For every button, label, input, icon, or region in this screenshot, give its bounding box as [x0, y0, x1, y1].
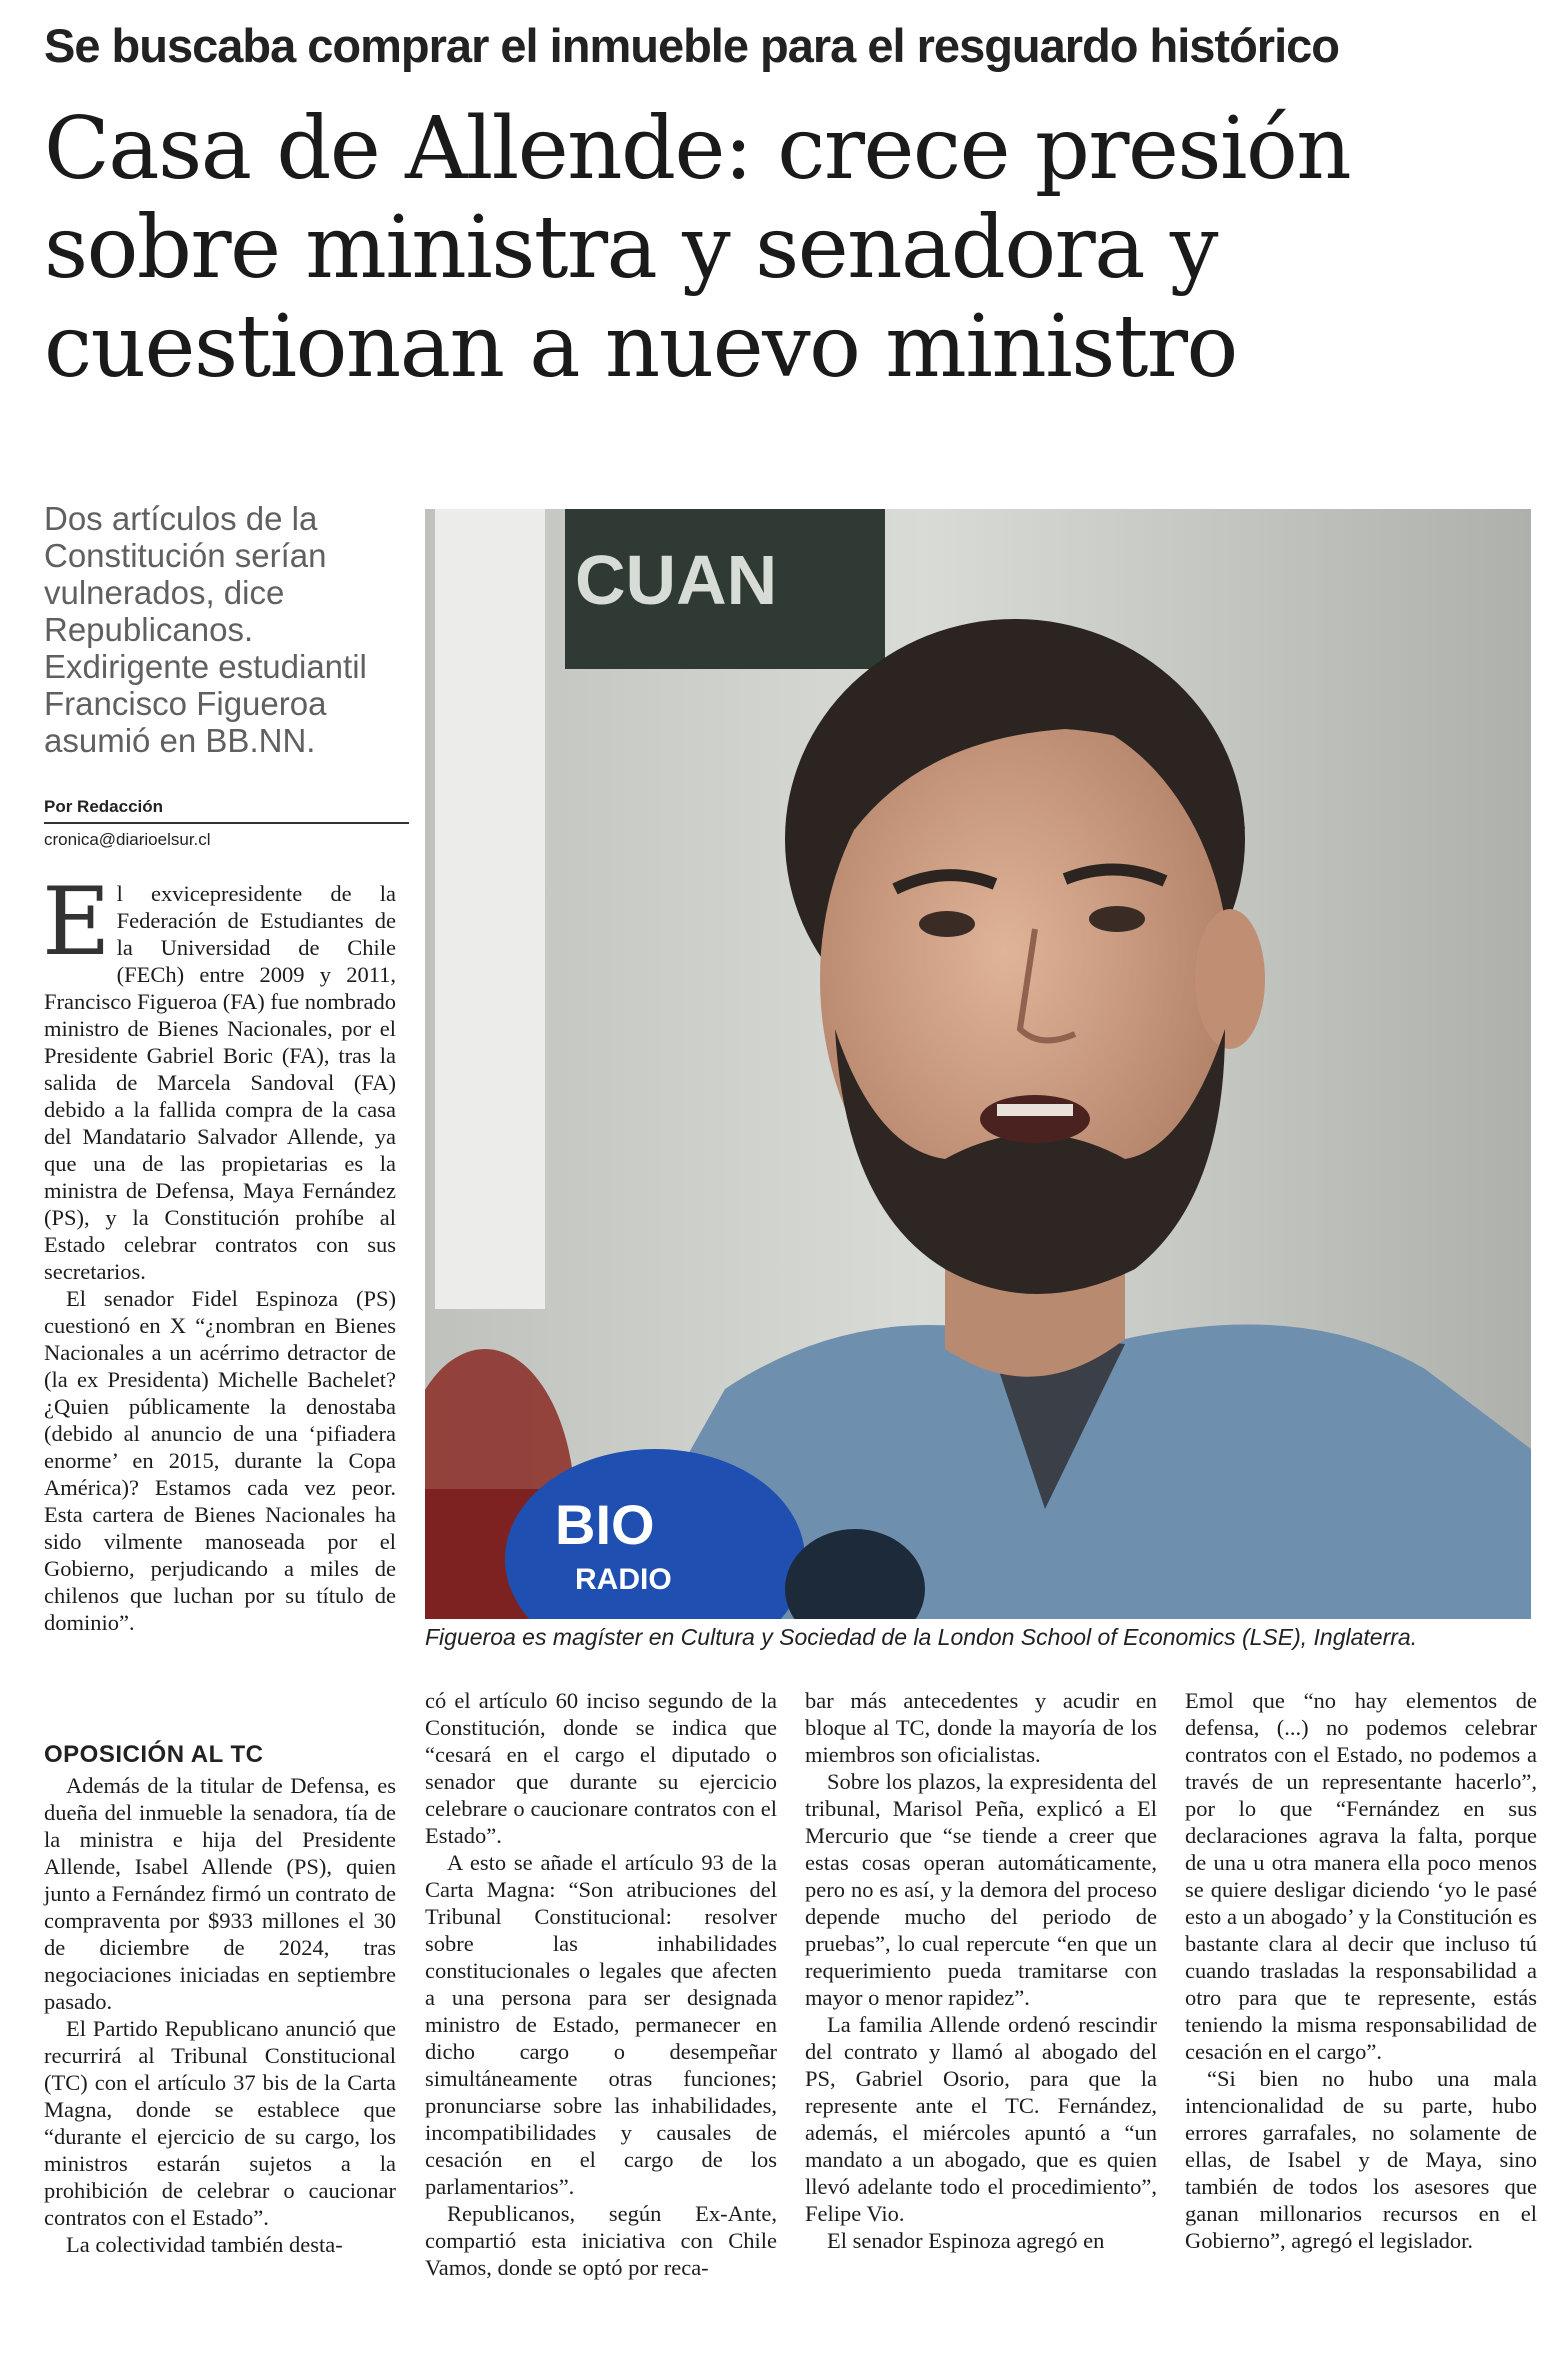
photo-caption: Figueroa es magíster en Cultura y Sociedad de la London School of Economics (LSE), Inglaterra. — [425, 1624, 1418, 1650]
drop-cap: E — [42, 868, 111, 977]
paragraph: El senador Fidel Espinoza (PS) cuestionó en X “¿nombran en Bienes Nacionales a un acérrimo detractor de (la ex Presidenta) Michelle Bachelet? ¿Quien públicamente la denostaba (debido al anuncio de una ‘pifiadera enorme’ en 2015, durante la Copa América)? Estamos cada vez peor. Esta cartera de Bienes Nacionales ha sido vilmente manoseada por el Gobierno, perjudicando a miles de chilenos que luchan por su título de dominio”. — [44, 1286, 396, 1635]
article-column-4 — [1185, 1687, 1537, 2254]
section-subhead: OPOSICIÓN AL TC — [44, 1741, 264, 1768]
paragraph: El exvicepresidente de la Federación de Estudiantes de la Universidad de Chile (FECh) entre 2009 y 2011, Francisco Figueroa (FA) fue nombrado ministro de Bienes Nacionales, por el Presidente Gabriel Boric (FA), tras la salida de Marcela Sandoval (FA) debido a la fallida compra de la casa del Mandatario Salvador Allende, ya que una de las propietarias es la ministra de Defensa, Maya Fernández (PS), y la Constitución prohíbe al Estado celebrar contratos con sus secretarios. — [42, 868, 396, 1284]
paragraph: Además de la titular de Defensa, es dueña del inmueble la senadora, tía de la ministra e hija del Presidente Allende, Isabel Allende (PS), quien junto a Fernández firmó un contrato de compraventa por $933 millones el 30 de diciembre de 2024, tras negociaciones iniciadas en septiembre pasado. — [44, 1773, 396, 2014]
paragraph: Sobre los plazos, la expresidenta del tribunal, Marisol Peña, explicó a El Mercurio que “se tiende a creer que estas cosas operan automáticamente, pero no es así, y la demora del proceso depende mucho del periodo de pruebas”, lo cual repercute “en que un requerimiento pueda tramitarse con mayor o menor rapidez”. — [805, 1769, 1157, 2010]
mic-logo-text: BIO — [555, 1493, 655, 1556]
paragraph: có el artículo 60 inciso segundo de la Constitución, donde se indica que “cesará en el cargo el diputado o senador que durante su ejercicio celebrare o caucionare contratos con el Estado”. — [425, 1688, 777, 1848]
article-column-3 — [805, 1687, 1157, 2254]
paragraph: bar más antecedentes y acudir en bloque al TC, donde la mayoría de los miembros son oficialistas. — [805, 1688, 1157, 1767]
headline — [44, 100, 1524, 397]
portrait-photo-illustration — [425, 509, 1531, 1619]
paragraph: La familia Allende ordenó rescindir del contrato y llamó al abogado del PS, Gabriel Osorio, para que la represente ante el TC. Fernández, además, el miércoles apuntó a “un mandato a un abogado, que es quien llevó adelante todo el procedimiento”, Felipe Vio. — [805, 2012, 1157, 2226]
article-column-1-continued — [44, 1772, 396, 2258]
byline-author: Por Redacción — [44, 797, 164, 816]
mic-logo-text: RADIO — [575, 1563, 672, 1596]
paragraph: “Si bien no hubo una mala intencionalidad de su parte, hubo errores garrafales, no solamente de ellas, de Isabel y de Maya, sino también de todos los asesores que ganan millonarios recursos en el Gobierno”, agregó el legislador. — [1185, 2066, 1537, 2253]
byline-divider — [44, 822, 409, 824]
byline-email: cronica@diarioelsur.cl — [44, 830, 211, 849]
paragraph: La colectividad también desta- — [66, 2232, 343, 2257]
paragraph: El Partido Republicano anunció que recurrirá al Tribunal Constitucional (TC) con el artículo 37 bis de la Carta Magna, donde se establece que “durante el ejercicio de su cargo, los ministros estarán sujetos a la prohibición de celebrar o caucionar contratos con el Estado”. — [44, 2016, 396, 2230]
headline-line: sobre ministra y senadora y — [44, 198, 1217, 298]
paragraph: Republicanos, según Ex-Ante, compartió esta iniciativa con Chile Vamos, donde se optó por reca- — [425, 2201, 777, 2280]
paragraph: Emol que “no hay elementos de defensa, (...) no podemos celebrar contratos con el Estado, no podemos a través de un representante hacerlo”, por lo que “Fernández en sus declaraciones agrava la falta, porque de una u otra manera ella poco menos se quiere desligar diciendo ‘yo le pasé esto a un abogado’ y la Constitución es bastante clara al decir que incluso tú cuando trasladas la responsabilidad a otro para que te represente, estás teniendo la misma responsabilidad de cesación en el cargo”. — [1185, 1688, 1537, 2064]
lead-summary: Dos artículos de la Constitución serían vulnerados, dice Republicanos. Exdirigente estudiantil Francisco Figueroa asumió en BB.NN. — [44, 500, 367, 759]
paragraph: El senador Espinoza agregó en — [827, 2228, 1105, 2253]
sign-text: CUAN — [575, 541, 778, 619]
headline-line: Casa de Allende: crece presión — [44, 99, 1351, 199]
kicker: Se buscaba comprar el inmueble para el resguardo histórico — [44, 19, 1339, 72]
headline-line: cuestionan a nuevo ministro — [44, 297, 1237, 397]
article-column-1 — [42, 868, 396, 1636]
paragraph: A esto se añade el artículo 93 de la Carta Magna: “Son atribuciones del Tribunal Constitucional: resolver sobre las inhabilidades constitucionales o legales que afecten a una persona para ser designada ministro de Estado, permanecer en dicho cargo o desempeñar simultáneamente otras funciones; pronunciarse sobre las inhabilidades, incompatibilidades y causales de cesación en el cargo de los parlamentarios”. — [425, 1850, 777, 2199]
article-photo — [425, 509, 1531, 1619]
byline — [44, 797, 414, 850]
article-column-2 — [425, 1687, 777, 2281]
